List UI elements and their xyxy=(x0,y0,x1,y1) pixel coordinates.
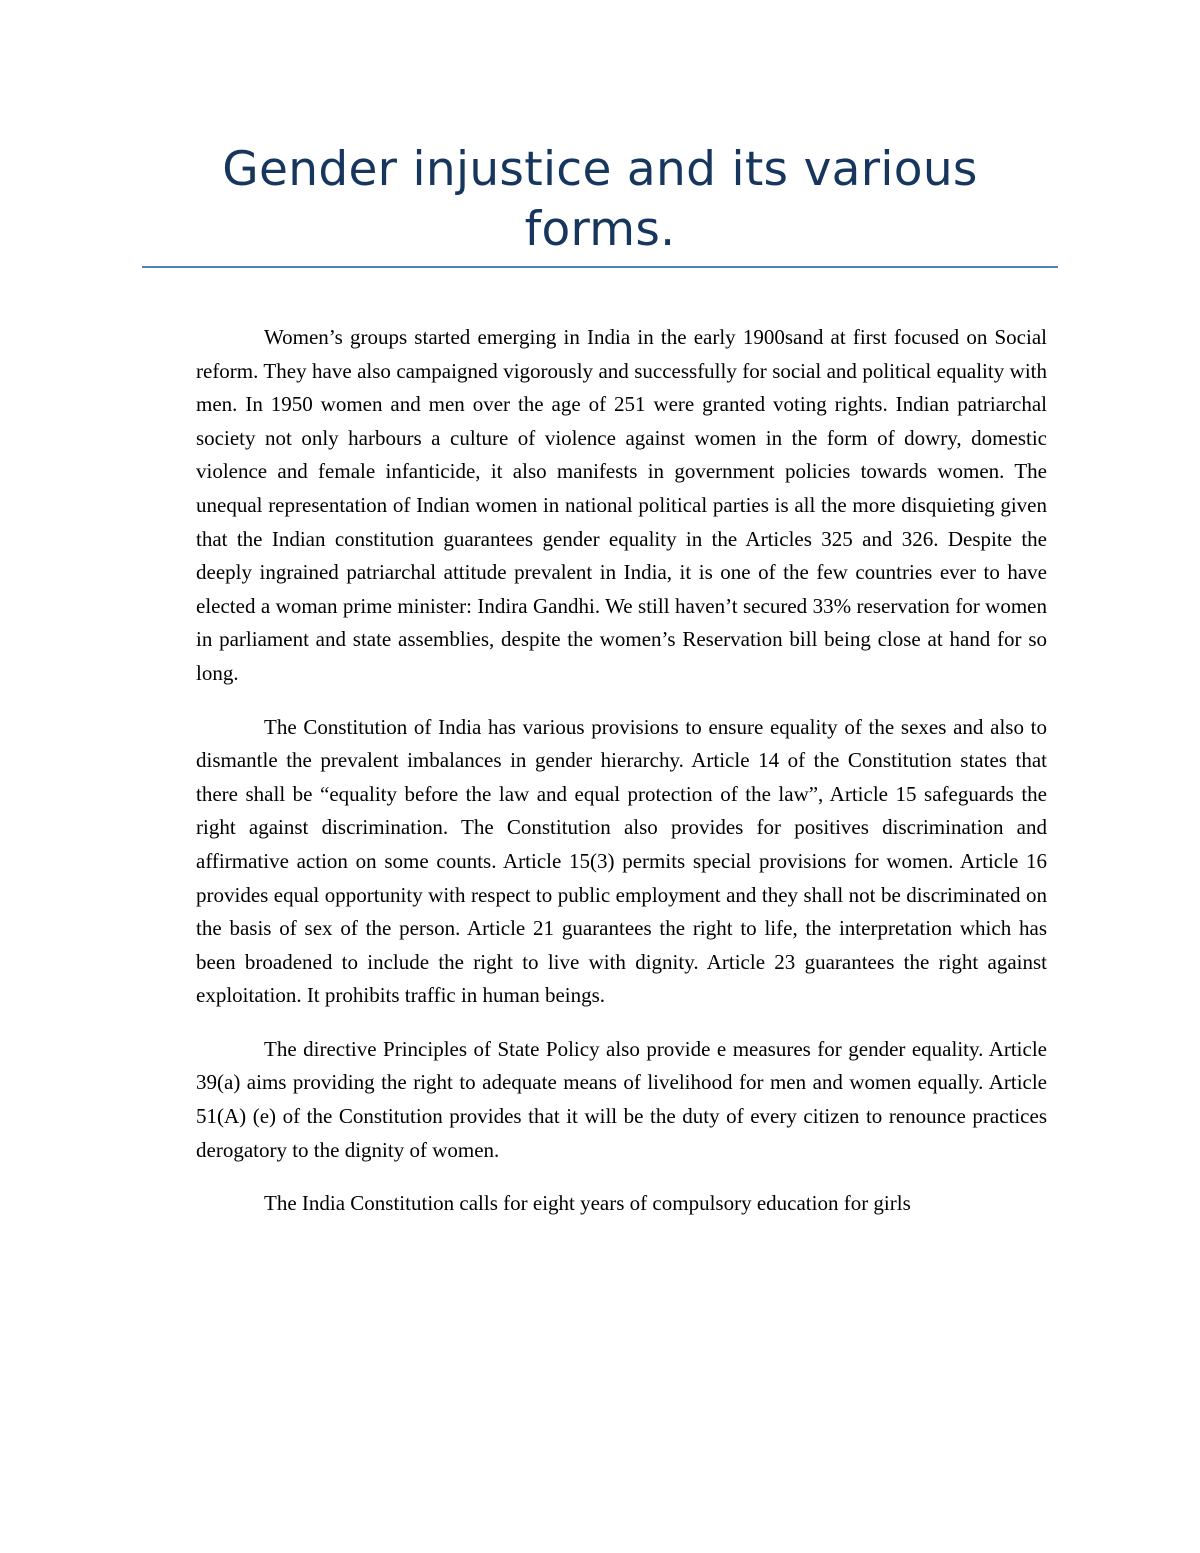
paragraph-compulsory-education: The India Constitution calls for eight years of compulsory education for girls xyxy=(264,1191,911,1216)
paragraph-constitution-provisions: The Constitution of India has various provisions to ensure equality of the sexes and also to dismantle the prevalent imbalances in gender hierarchy. Article 14 of the Constitution states that there shall be “equality before the law and equal protection of the law”, Article 15 safeguards the right against discrimination. The Constitution also provides for positives discrimination and affirmative action on some counts. Article 15(3) permits special provisions for women. Article 16 provides equal opportunity with respect to public employment and they shall not be discriminated on the basis of sex of the person. Article 21 guarantees the right to life, the interpretation which has been broadened to include the right to live with dignity. Article 23 guarantees the right against exploitation. It prohibits traffic in human beings. xyxy=(196,714,1047,1008)
paragraph-womens-groups: Women’s groups started emerging in India in the early 1900sand at first focused on Social reform. They have also campaigned vigorously and successfully for social and political equality with men. In 1950 women and men over the age of 251 were granted voting rights. Indian patriarchal society not only harbours a culture of violence against women in the form of dowry, domestic violence and female infanticide, it also manifests in government policies towards women. The unequal representation of Indian women in national political parties is all the more disquieting given that the Indian constitution guarantees gender equality in the Articles 325 and 326. Despite the deeply ingrained patriarchal attitude prevalent in India, it is one of the few countries ever to have elected a woman prime minister: Indira Gandhi. We still haven’t secured 33% reservation for women in parliament and state assemblies, despite the women’s Reservation bill being close at hand for so long. xyxy=(196,325,1047,685)
document-body xyxy=(196,321,1047,1241)
title-underline xyxy=(142,266,1058,268)
paragraph-directive-principles: The directive Principles of State Policy also provide e measures for gender equality. Article 39(a) aims providing the right to adequate means of livelihood for men and women equally. Article 51(A) (e) of the Constitution provides that it will be the duty of every citizen to renounce practices derogatory to the dignity of women. xyxy=(196,1036,1047,1162)
document-title: Gender injustice and its various forms. xyxy=(222,142,978,257)
title-block xyxy=(142,140,1058,260)
